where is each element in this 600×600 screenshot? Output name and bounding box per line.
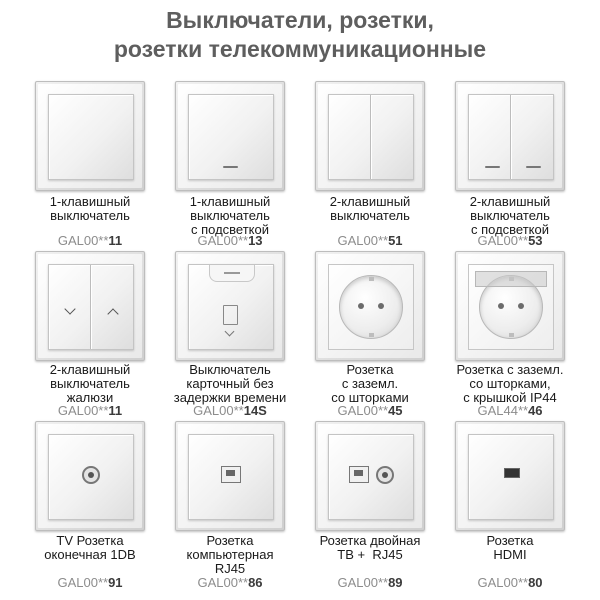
- product-sku: GAL00**14S: [193, 403, 267, 418]
- product-caption: Розетка HDMI: [486, 533, 534, 562]
- product-caption: 2-клавишный выключатель: [329, 194, 411, 223]
- product-caption: Розетка компьютерная RJ45: [186, 533, 274, 576]
- schuko-socket-icon: [315, 251, 425, 361]
- product-sku: GAL00**80: [477, 575, 543, 590]
- tv-socket-icon: [35, 421, 145, 531]
- product-caption: Выключатель карточный без задержки времени: [173, 362, 287, 405]
- hdmi-socket-icon: [455, 421, 565, 531]
- product-sku: GAL00**45: [337, 403, 403, 418]
- product-caption: Розетка с заземл. со шторками: [331, 362, 409, 405]
- product-caption: TV Розетка оконечная 1DB: [44, 533, 136, 562]
- product-caption: 1-клавишный выключатель с подсветкой: [189, 194, 271, 237]
- product-sku: GAL44**46: [477, 403, 543, 418]
- illuminated-double-rocker-switch-icon: [455, 81, 565, 191]
- page-title: [0, 6, 600, 64]
- title-line-1: Выключатели, розетки,: [166, 7, 434, 33]
- title-line-2: розетки телекоммуникационные: [113, 36, 487, 62]
- double-rocker-switch-icon: [315, 81, 425, 191]
- product-sku: GAL00**11: [57, 403, 123, 418]
- product-sku: GAL00**11: [57, 233, 123, 248]
- product-sku: GAL00**51: [337, 233, 403, 248]
- rj45-socket-icon: [175, 421, 285, 531]
- single-rocker-switch-icon: [35, 81, 145, 191]
- ip44-socket-icon: [455, 251, 565, 361]
- product-sku: GAL00**13: [197, 233, 263, 248]
- product-caption: Розетка с заземл. со шторками, с крышкой IP44: [456, 362, 564, 405]
- product-sku: GAL00**89: [337, 575, 403, 590]
- tv-rj45-socket-icon: [315, 421, 425, 531]
- product-caption: Розетка двойная ТВ + RJ45: [319, 533, 421, 562]
- product-caption: 2-клавишный выключатель с подсветкой: [469, 194, 551, 237]
- product-sku: GAL00**53: [477, 233, 543, 248]
- keycard-switch-icon: [175, 251, 285, 361]
- product-sku: GAL00**91: [57, 575, 123, 590]
- illuminated-single-rocker-switch-icon: [175, 81, 285, 191]
- product-sku: GAL00**86: [197, 575, 263, 590]
- blind-switch-icon: [35, 251, 145, 361]
- product-caption: 1-клавишный выключатель: [49, 194, 131, 223]
- product-caption: 2-клавишный выключатель жалюзи: [49, 362, 131, 405]
